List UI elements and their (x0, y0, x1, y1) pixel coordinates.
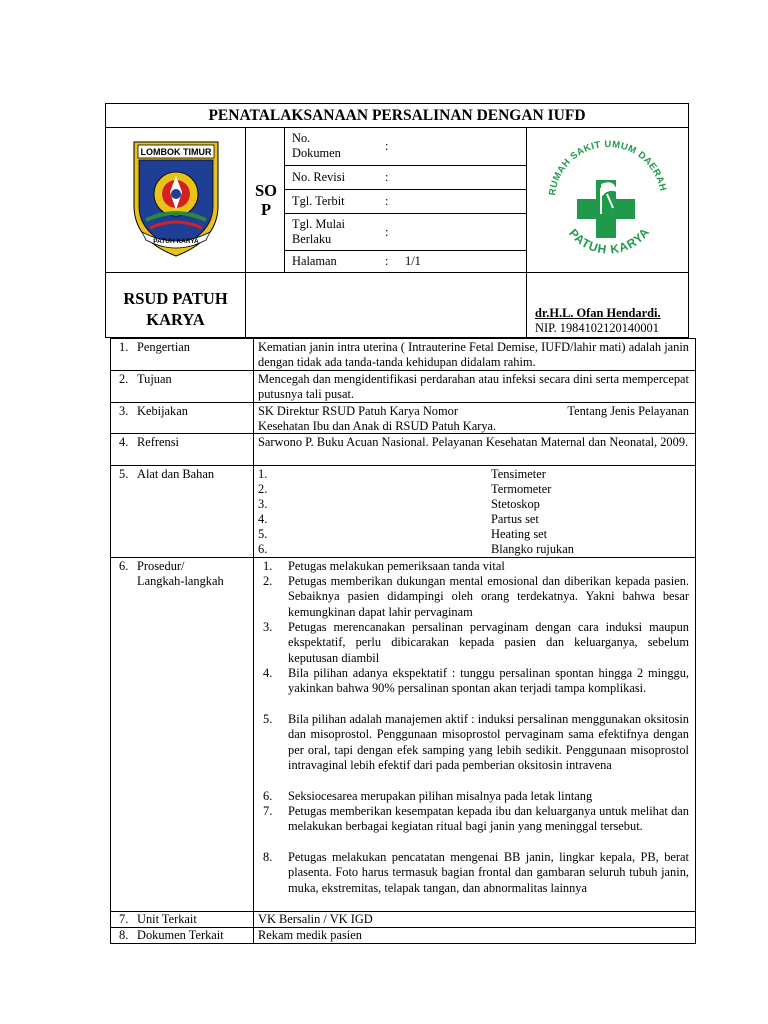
meta-row-revisi (285, 166, 526, 190)
row-label (111, 339, 254, 370)
hospital-name-line2: KARYA (146, 310, 205, 329)
row-content (258, 404, 689, 434)
alat-item-number: 3. (258, 497, 268, 511)
alat-item: Tensimeter (491, 467, 546, 481)
signer-name: dr.H.L. Ofan Hendardi. (535, 306, 661, 320)
step-text: Petugas melakukan pemeriksaan tanda vital (288, 559, 505, 573)
step-text: Petugas memberikan kesempatan kepada ibu dan keluarganya untuk melihat dan melakukan berbagai kegiatan ritual bagi janin yang meninggal tersebut. (288, 804, 689, 834)
row-refrensi (111, 434, 695, 466)
row-dokumen-terkait (111, 928, 695, 943)
row-tujuan (111, 371, 695, 403)
alat-item: Stetoskop (491, 497, 540, 511)
row-content: Kematian janin intra uterina ( Intrauterine Fetal Demise, IUFD/lahir mati) adalah janin dengan tidak ada tanda-tanda kehidupan didalam rahim. (258, 340, 689, 370)
sop-label-line2: P (260, 200, 272, 219)
row-label-text-2: Langkah-langkah (137, 574, 224, 588)
step-text: Petugas melakukan pencatatan mengenai BB janin, lingkar kepala, PB, berat plasenta. Foto harus termasuk bagian frontal dan gambaran seluruh tubuh janin, muka, ekstremitas, telapak tangan, dan abnormalitas lainnya (288, 850, 689, 895)
logo-cell-right (526, 127, 689, 273)
meta-row-halaman (285, 251, 526, 272)
signer-nip: NIP. 1984102120140001 (535, 321, 659, 335)
meta-colon: : (385, 254, 389, 268)
emblem-ribbon-text: PATUH KARYA (153, 238, 199, 245)
row-label (111, 434, 254, 465)
rsud-patuh-karya-logo (527, 128, 688, 272)
row-content: Mencegah dan mengidentifikasi perdarahan atau infeksi secara dini serta mempercepat putusnya tali pusat. (258, 372, 689, 402)
meta-label-2: Dokumen (292, 146, 341, 160)
row-label (111, 912, 254, 927)
alat-item-number: 5. (258, 527, 268, 541)
alat-item: Termometer (491, 482, 552, 496)
row-alat (111, 466, 695, 558)
step-text: Petugas memberikan dukungan mental emosional dan diberikan kepada pasien. Sebaiknya pasien didampingi oleh orang terdekatnya. Yakni bahwa besar kemungkinan dapat lahir pervaginam (288, 574, 689, 619)
row-content: Sarwono P. Buku Acuan Nasional. Pelayanan Kesehatan Maternal dan Neonatal, 2009. (258, 435, 689, 449)
meta-label-2: Berlaku (292, 232, 332, 246)
row-prosedur (111, 558, 695, 912)
row-label (111, 371, 254, 402)
row-label-text: Dokumen Terkait (137, 928, 224, 942)
alat-item-number: 4. (258, 512, 268, 526)
row-number: 4. (119, 435, 129, 449)
step-number: 8. (263, 850, 273, 864)
lombok-timur-emblem (106, 128, 245, 272)
step-number: 7. (263, 804, 273, 818)
alat-item-number: 1. (258, 467, 268, 481)
row-label (111, 928, 254, 943)
row-number: 3. (119, 404, 129, 418)
step-number: 4. (263, 666, 273, 680)
sop-content-table (110, 338, 696, 944)
logo-arc-text: RUMAH SAKIT UMUM DAERAH (547, 138, 669, 197)
hospital-name-line1: RSUD PATUH (123, 289, 228, 308)
sop-label-line1: SO (254, 181, 277, 200)
step-number: 3. (263, 620, 273, 634)
row-label (111, 403, 254, 433)
kebijakan-text-b: Tentang Jenis Pelayanan (567, 404, 689, 418)
step-number: 2. (263, 574, 273, 588)
meta-label: Tgl. Terbit (292, 194, 345, 208)
row-number: 5. (119, 467, 129, 481)
row-unit-terkait (111, 912, 695, 928)
alat-item-number: 2. (258, 482, 268, 496)
row-number: 6. (119, 559, 129, 573)
row-number: 1. (119, 340, 129, 354)
row-content: Rekam medik pasien (258, 928, 362, 942)
row-number: 8. (119, 928, 129, 942)
empty-cell (245, 272, 527, 338)
row-label-text: Alat dan Bahan (137, 467, 215, 481)
hospital-name-cell (105, 272, 246, 338)
meta-label: No. (292, 131, 311, 145)
logo-bottom-text: PATUH KARYA (566, 224, 653, 257)
step-text: Seksiocesarea merupakan pilihan misalnya pada letak lintang (288, 789, 593, 803)
sop-cell (245, 127, 285, 273)
row-content: VK Bersalin / VK IGD (258, 912, 373, 926)
meta-colon: : (385, 194, 389, 208)
row-label-text: Kebijakan (137, 404, 188, 418)
row-label-text: Pengertian (137, 340, 190, 354)
row-label-text: Refrensi (137, 435, 179, 449)
emblem-banner-text: LOMBOK TIMUR (140, 147, 212, 157)
document-meta-table (284, 127, 527, 273)
meta-row-dokumen (285, 128, 526, 166)
kebijakan-text-a: SK Direktur RSUD Patuh Karya Nomor (258, 404, 458, 418)
meta-colon: : (385, 139, 389, 153)
meta-row-berlaku (285, 214, 526, 251)
row-number: 2. (119, 372, 129, 386)
step-text: Bila pilihan adalah manajemen aktif : induksi persalinan menggunakan oksitosin dan misoprostol. Penggunaan misoprostol pervaginam sama efektifnya dengan per oral, tapi dengan efek samping yang lebih sedikit. Penggunaan misoprostol intravaginal lebih efektif dari pada pemberian oksitosin intravena (288, 712, 689, 773)
row-label-text: Prosedur/ (137, 559, 185, 573)
row-number: 7. (119, 912, 129, 926)
document-title: PENATALAKSANAAN PERSALINAN DENGAN IUFD (105, 103, 689, 128)
logo-cell-left (105, 127, 246, 273)
alat-item-number: 6. (258, 542, 268, 556)
meta-colon: : (385, 225, 389, 239)
row-label-text: Unit Terkait (137, 912, 197, 926)
meta-label: No. Revisi (292, 170, 346, 184)
row-kebijakan (111, 403, 695, 434)
step-text: Petugas merencanakan persalinan pervaginam dengan cara induksi maupun ekspektatif, perlu dibicarakan kepada pasien dan keluarganya, sebelum keputusan diambil (288, 620, 689, 665)
kebijakan-text-c: Kesehatan Ibu dan Anak di RSUD Patuh Karya. (258, 419, 497, 433)
meta-label: Tgl. Mulai (292, 217, 345, 231)
row-label-text: Tujuan (137, 372, 172, 386)
step-number: 5. (263, 712, 273, 726)
meta-colon: : (385, 170, 389, 184)
meta-value: 1/1 (405, 254, 421, 268)
row-pengertian (111, 339, 695, 371)
row-label (111, 466, 254, 557)
step-text: Bila pilihan adanya ekspektatif : tunggu persalinan spontan hingga 2 minggu, yakinkan bahwa 90% persalinan spontan akan terjadi tampa komplikasi. (288, 666, 689, 696)
step-number: 6. (263, 789, 273, 803)
alat-item: Heating set (491, 527, 548, 541)
meta-row-terbit (285, 190, 526, 214)
alat-item: Partus set (491, 512, 539, 526)
alat-item: Blangko rujukan (491, 542, 574, 556)
row-label (111, 558, 254, 911)
step-number: 1. (263, 559, 273, 573)
signature-cell (526, 272, 689, 338)
meta-label: Halaman (292, 254, 337, 268)
